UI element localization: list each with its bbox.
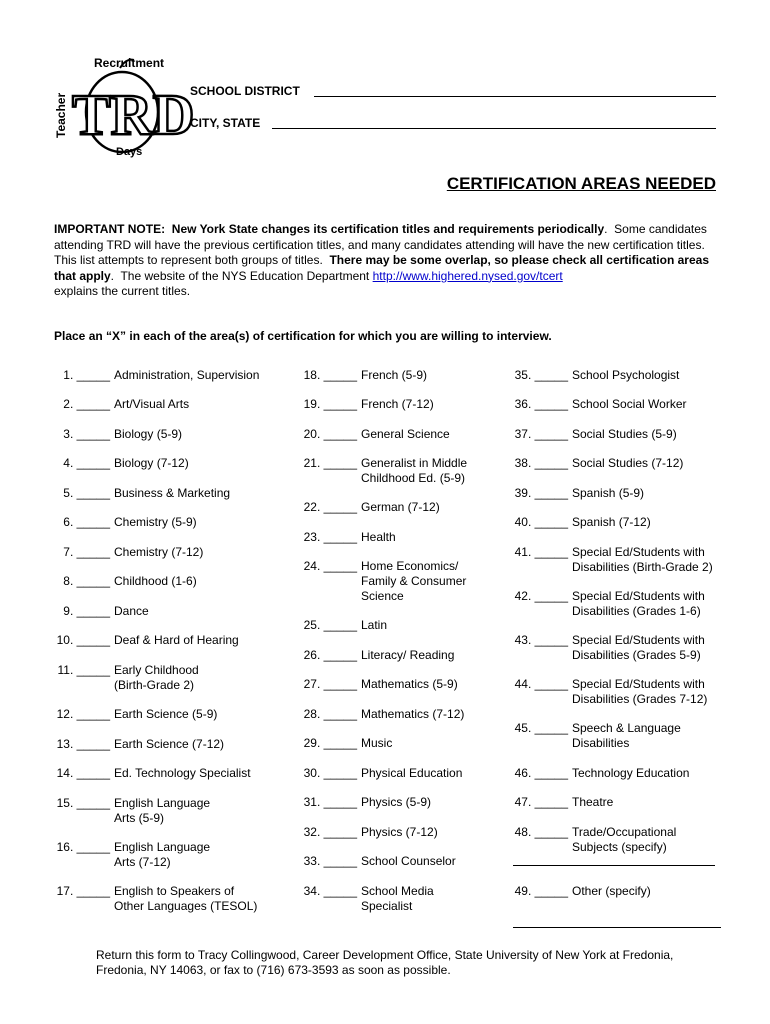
item-label: Administration, Supervision xyxy=(114,368,260,382)
item-number-blank[interactable]: 1. _____ xyxy=(63,368,110,382)
item-label: Generalist in Middle xyxy=(361,456,468,470)
school-district-field[interactable] xyxy=(314,96,716,97)
item-label: Mathematics (5-9) xyxy=(361,677,458,691)
note-text3: explains the current titles. xyxy=(54,284,191,299)
item-number-blank[interactable]: 47. _____ xyxy=(514,795,568,809)
item-number-blank[interactable]: 46. _____ xyxy=(514,766,568,780)
item-number-blank[interactable]: 30. _____ xyxy=(303,766,357,780)
item-number-blank[interactable]: 5. _____ xyxy=(63,486,110,500)
item-label: Arts (5-9) xyxy=(114,811,165,825)
item-label: School Counselor xyxy=(361,854,456,868)
item-label: German (7-12) xyxy=(361,500,440,514)
item-number-blank[interactable]: 2. _____ xyxy=(63,397,110,411)
item-number-blank[interactable]: 22. _____ xyxy=(303,500,357,514)
item-number-blank[interactable]: 26. _____ xyxy=(303,648,357,662)
item-label: English Language xyxy=(114,796,211,810)
item-number-blank[interactable]: 6. _____ xyxy=(63,515,110,529)
item-label: School Media xyxy=(361,884,434,898)
item-number-blank[interactable]: 33. _____ xyxy=(303,854,357,868)
item-label: Special Ed/Students with xyxy=(572,677,705,691)
item-label: Latin xyxy=(361,618,388,632)
note-label: IMPORTANT NOTE xyxy=(54,222,162,236)
item-label: Literacy/ Reading xyxy=(361,648,455,662)
item-label: Health xyxy=(361,530,396,544)
item-label: Specialist xyxy=(361,899,413,913)
item-number-blank[interactable]: 17. _____ xyxy=(56,884,110,898)
teacher-recruitment-days-logo xyxy=(50,50,195,160)
item-label: Special Ed/Students with xyxy=(572,545,705,559)
item-number-blank[interactable]: 49. _____ xyxy=(514,884,568,898)
item-number-blank[interactable]: 27. _____ xyxy=(303,677,357,691)
item-label: English to Speakers of xyxy=(114,884,235,898)
item-label: Spanish (5-9) xyxy=(572,486,645,500)
item-label: Art/Visual Arts xyxy=(114,397,190,411)
item-number-blank[interactable]: 48. _____ xyxy=(514,825,568,839)
item-label: Disabilities (Grades 1-6) xyxy=(572,604,701,618)
item-number-blank[interactable]: 11. _____ xyxy=(57,663,110,677)
footer-line-2: Fredonia, NY 14063, or fax to (716) 673-3593 as soon as possible. xyxy=(96,963,451,977)
logo-word-teacher: Teacher xyxy=(54,92,68,138)
note-text2: The website of the NYS Education Department xyxy=(120,268,370,283)
item-number-blank[interactable]: 36. _____ xyxy=(514,397,568,411)
logo-word-recruitment: Recruitment xyxy=(94,56,165,70)
item-label: Earth Science (5-9) xyxy=(114,707,218,721)
item-label: Other (specify) xyxy=(572,884,651,898)
item-number-blank[interactable]: 9. _____ xyxy=(63,604,110,618)
item-label: Chemistry (5-9) xyxy=(114,515,197,529)
item-label: Spanish (7-12) xyxy=(572,515,651,529)
item-label: Dance xyxy=(114,604,149,618)
item-number-blank[interactable]: 10. _____ xyxy=(56,633,110,647)
logo-word-days: Days xyxy=(116,146,143,158)
footer-line-1: Return this form to Tracy Collingwood, Career Development Office, State University of New York at Fredonia, xyxy=(96,948,674,962)
item-label: Music xyxy=(361,736,393,750)
item-number-blank[interactable]: 15. _____ xyxy=(56,796,110,810)
item-label: Family & Consumer xyxy=(361,574,467,588)
item-label: Other Languages (TESOL) xyxy=(114,899,258,913)
item-number-blank[interactable]: 43. _____ xyxy=(514,633,568,647)
item-number-blank[interactable]: 42. _____ xyxy=(514,589,568,603)
item-number-blank[interactable]: 31. _____ xyxy=(303,795,357,809)
item-label: Home Economics/ xyxy=(361,559,459,573)
item-label: Social Studies (7-12) xyxy=(572,456,684,470)
item-number-blank[interactable]: 39. _____ xyxy=(514,486,568,500)
item-label: Ed. Technology Specialist xyxy=(114,766,251,780)
item-label: Disabilities (Grades 7-12) xyxy=(572,692,708,706)
item-label: Disabilities xyxy=(572,736,630,750)
item-label: Childhood (1-6) xyxy=(114,574,197,588)
item-number-blank[interactable]: 29. _____ xyxy=(303,736,357,750)
item-label: English Language xyxy=(114,840,211,854)
item-number-blank[interactable]: 12. _____ xyxy=(56,707,110,721)
item-number-blank[interactable]: 40. _____ xyxy=(514,515,568,529)
item-label: General Science xyxy=(361,427,450,441)
item-label: School Psychologist xyxy=(572,368,680,382)
item-label: Business & Marketing xyxy=(114,486,231,500)
item-number-blank[interactable]: 44. _____ xyxy=(514,677,568,691)
item-number-blank[interactable]: 16. _____ xyxy=(56,840,110,854)
item-number-blank[interactable]: 38. _____ xyxy=(514,456,568,470)
item-label: Physics (7-12) xyxy=(361,825,438,839)
item-number-blank[interactable]: 19. _____ xyxy=(303,397,357,411)
item-label: French (7-12) xyxy=(361,397,434,411)
city-state-label: CITY, STATE xyxy=(190,116,261,130)
instruction: Place an “X” in each of the area(s) of certification for which you are willing to interview. xyxy=(54,329,552,343)
item-label: French (5-9) xyxy=(361,368,428,382)
note-text1: Some candidates attending TRD will have the previous certification titles, and many candidates attending will have the new certification titles. This list attempts to represent both groups of titles. xyxy=(54,222,707,268)
item-label: Technology Education xyxy=(572,766,690,780)
item-label: Science xyxy=(361,589,404,603)
return-instructions xyxy=(96,948,736,978)
school-district-label: SCHOOL DISTRICT xyxy=(190,84,300,98)
nysed-link[interactable]: http://www.highered.nysed.gov/tcert xyxy=(372,268,563,283)
item-label: Biology (7-12) xyxy=(114,456,189,470)
item-number-blank[interactable]: 41. _____ xyxy=(514,545,568,559)
item-label: Chemistry (7-12) xyxy=(114,545,204,559)
item-49-specify-line[interactable] xyxy=(513,927,721,928)
item-number-blank[interactable]: 23. _____ xyxy=(303,530,357,544)
item-label: Speech & Language xyxy=(572,721,681,735)
item-number-blank[interactable]: 4. _____ xyxy=(63,456,110,470)
item-number-blank[interactable]: 25. _____ xyxy=(303,618,357,632)
item-label: Social Studies (5-9) xyxy=(572,427,677,441)
item-number-blank[interactable]: 28. _____ xyxy=(303,707,357,721)
logo-word-trd: TRD xyxy=(72,82,195,147)
item-label: Deaf & Hard of Hearing xyxy=(114,633,239,647)
item-label: School Social Worker xyxy=(572,397,687,411)
item-label: Special Ed/Students with xyxy=(572,633,705,647)
important-note: IMPORTANT NOTE: New York State changes its certification titles and requirements periodically. Some candidates attending TRD will have the previous certification titles, and many candidates attending will have the new certification titles. This list attempts to represent both groups of titles. There may be some overlap, so please check all certification areas that apply. The website of the NYS Education Department http://www.highered.nysed.gov/tcert explains the current titles. xyxy=(54,222,709,299)
item-label: Early Childhood xyxy=(114,663,199,677)
item-number-blank[interactable]: 32. _____ xyxy=(303,825,357,839)
item-number-blank[interactable]: 8. _____ xyxy=(63,574,110,588)
item-label: (Birth-Grade 2) xyxy=(114,678,195,692)
item-label: Physical Education xyxy=(361,766,463,780)
item-label: Disabilities (Grades 5-9) xyxy=(572,648,701,662)
item-label: Earth Science (7-12) xyxy=(114,737,225,751)
item-number-blank[interactable]: 35. _____ xyxy=(514,368,568,382)
note-bold-sentence: New York State changes its certification titles and requirements periodically xyxy=(171,222,605,236)
item-number-blank[interactable]: 14. _____ xyxy=(56,766,110,780)
item-number-blank[interactable]: 18. _____ xyxy=(303,368,357,382)
item-number-blank[interactable]: 21. _____ xyxy=(303,456,357,470)
item-label: Biology (5-9) xyxy=(114,427,183,441)
item-label: Mathematics (7-12) xyxy=(361,707,465,721)
item-number-blank[interactable]: 34. _____ xyxy=(303,884,357,898)
item-48-specify-line[interactable] xyxy=(513,865,715,866)
item-label: Trade/Occupational xyxy=(572,825,677,839)
item-label: Disabilities (Birth-Grade 2) xyxy=(572,560,713,574)
city-state-field[interactable] xyxy=(272,128,716,129)
item-label: Subjects (specify) xyxy=(572,840,667,854)
note-bold2: There may be some overlap, so please check all certification areas that apply xyxy=(54,253,709,283)
item-number-blank[interactable]: 20. _____ xyxy=(303,427,357,441)
item-label: Special Ed/Students with xyxy=(572,589,705,603)
item-label: Physics (5-9) xyxy=(361,795,432,809)
item-number-blank[interactable]: 13. _____ xyxy=(56,737,110,751)
item-label: Arts (7-12) xyxy=(114,855,171,869)
item-label: Childhood Ed. (5-9) xyxy=(361,471,466,485)
item-number-blank[interactable]: 45. _____ xyxy=(514,721,568,735)
item-number-blank[interactable]: 7. _____ xyxy=(63,545,110,559)
item-number-blank[interactable]: 24. _____ xyxy=(303,559,357,573)
item-number-blank[interactable]: 37. _____ xyxy=(514,427,568,441)
item-number-blank[interactable]: 3. _____ xyxy=(63,427,110,441)
item-label: Theatre xyxy=(572,795,614,809)
page-title: CERTIFICATION AREAS NEEDED xyxy=(446,174,716,193)
